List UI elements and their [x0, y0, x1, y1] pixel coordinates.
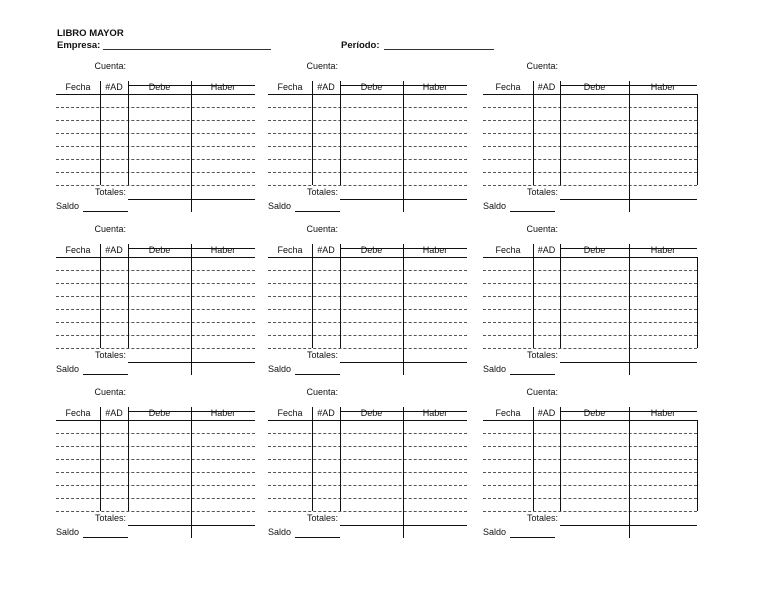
ledger-header-row: [56, 244, 255, 258]
totales-divider: [403, 348, 404, 375]
column-header: Haber: [210, 245, 236, 255]
column-header: #AD: [317, 245, 335, 255]
entry-row-line[interactable]: [56, 472, 255, 473]
ledger-account-1: [56, 61, 255, 216]
ledger-header-row: [483, 244, 697, 258]
entry-row-line: [268, 185, 467, 186]
cuenta-label: Cuenta:: [94, 224, 126, 234]
column-header: Debe: [583, 245, 606, 255]
totales-label: Totales:: [94, 187, 126, 197]
column-divider: [312, 407, 313, 511]
entry-row-line[interactable]: [56, 120, 255, 121]
column-header: Debe: [583, 408, 606, 418]
totales-label: Totales:: [94, 513, 126, 523]
saldo-field[interactable]: [295, 537, 340, 538]
column-divider: [403, 407, 404, 511]
column-header: #AD: [105, 245, 123, 255]
entry-row-line[interactable]: [56, 459, 255, 460]
entry-row-line[interactable]: [483, 283, 697, 284]
column-divider: [629, 244, 630, 348]
entry-row-line[interactable]: [268, 446, 467, 447]
entry-row-line[interactable]: [268, 472, 467, 473]
entry-row-line: [56, 348, 255, 349]
entry-row-line: [483, 348, 697, 349]
column-header: Haber: [650, 245, 676, 255]
saldo-row: [268, 364, 291, 374]
entry-row-line[interactable]: [56, 133, 255, 134]
totales-divider: [191, 511, 192, 538]
totales-label: Totales:: [526, 513, 558, 523]
column-header: #AD: [537, 82, 556, 92]
column-divider: [191, 407, 192, 511]
totales-divider: [403, 185, 404, 212]
column-header: #AD: [105, 408, 123, 418]
column-divider: [533, 81, 534, 185]
column-divider: [128, 81, 129, 185]
column-divider: [340, 244, 341, 348]
saldo-row: [483, 527, 506, 537]
entry-row-line: [483, 511, 697, 512]
entry-row-line[interactable]: [268, 172, 467, 173]
saldo-label: Saldo: [56, 527, 80, 537]
entry-row-line[interactable]: [268, 309, 467, 310]
saldo-field[interactable]: [295, 211, 340, 212]
entry-row-line[interactable]: [483, 120, 697, 121]
periodo-field[interactable]: [384, 40, 494, 50]
totales-label: Totales:: [94, 350, 126, 360]
entry-row-line[interactable]: [268, 270, 467, 271]
entry-row-line: [56, 511, 255, 512]
column-header: Haber: [650, 82, 676, 92]
column-header: Fecha: [65, 245, 91, 255]
entry-row-line[interactable]: [483, 133, 697, 134]
ledger-account-5: [268, 224, 467, 379]
column-divider: [128, 407, 129, 511]
cuenta-label: Cuenta:: [526, 224, 558, 234]
column-divider: [128, 244, 129, 348]
column-header: Debe: [148, 408, 171, 418]
entry-row-line[interactable]: [56, 270, 255, 271]
ledger-header-row: [268, 81, 467, 95]
saldo-label: Saldo: [268, 527, 292, 537]
column-header: Haber: [422, 245, 448, 255]
column-divider: [629, 81, 630, 185]
entry-row-line[interactable]: [268, 133, 467, 134]
entry-row-line[interactable]: [483, 296, 697, 297]
saldo-row: [56, 364, 79, 374]
entry-row-line[interactable]: [268, 485, 467, 486]
entry-row-line[interactable]: [268, 296, 467, 297]
column-header: Fecha: [277, 82, 303, 92]
saldo-field[interactable]: [510, 211, 555, 212]
column-divider: [697, 257, 698, 348]
column-divider: [312, 244, 313, 348]
column-header: Debe: [148, 82, 171, 92]
saldo-label: Saldo: [268, 201, 292, 211]
column-header: Fecha: [495, 408, 521, 418]
cuenta-label: Cuenta:: [94, 387, 126, 397]
totales-divider: [629, 511, 630, 538]
entry-row-line[interactable]: [483, 146, 697, 147]
entry-row-line[interactable]: [268, 459, 467, 460]
ledger-header-row: [56, 407, 255, 421]
column-header: Debe: [360, 245, 383, 255]
column-header: Haber: [210, 408, 236, 418]
cuenta-label: Cuenta:: [94, 61, 126, 71]
saldo-label: Saldo: [483, 527, 507, 537]
totales-label: Totales:: [306, 513, 338, 523]
column-divider: [340, 81, 341, 185]
column-divider: [340, 407, 341, 511]
entry-row-line[interactable]: [268, 146, 467, 147]
entry-row-line[interactable]: [483, 309, 697, 310]
column-divider: [191, 81, 192, 185]
saldo-field[interactable]: [510, 537, 555, 538]
column-header: #AD: [537, 245, 556, 255]
column-header: Haber: [422, 82, 448, 92]
cuenta-label: Cuenta:: [306, 61, 338, 71]
entry-row-line[interactable]: [268, 433, 467, 434]
ledger-account-7: [56, 387, 255, 542]
entry-row-line[interactable]: [483, 322, 697, 323]
column-header: Fecha: [277, 245, 303, 255]
column-header: #AD: [317, 408, 335, 418]
saldo-row: [268, 201, 291, 211]
page-title: LIBRO MAYOR: [57, 28, 124, 39]
column-header: Haber: [650, 408, 676, 418]
column-divider: [697, 94, 698, 185]
ledger-header-row: [268, 244, 467, 258]
saldo-label: Saldo: [483, 364, 507, 374]
totales-divider: [191, 348, 192, 375]
cuenta-label: Cuenta:: [526, 387, 558, 397]
column-divider: [312, 81, 313, 185]
ledger-account-9: [483, 387, 697, 542]
totales-divider: [191, 185, 192, 212]
saldo-label: Saldo: [483, 201, 507, 211]
saldo-field[interactable]: [83, 537, 128, 538]
entry-row-line[interactable]: [268, 283, 467, 284]
entry-row-line[interactable]: [56, 446, 255, 447]
entry-row-line[interactable]: [483, 485, 697, 486]
column-header: Debe: [148, 245, 171, 255]
entry-row-line[interactable]: [483, 446, 697, 447]
ledger-account-3: [483, 61, 697, 216]
column-divider: [403, 81, 404, 185]
column-divider: [403, 244, 404, 348]
column-header: #AD: [105, 82, 123, 92]
totales-divider: [629, 185, 630, 212]
entry-row-line[interactable]: [268, 322, 467, 323]
saldo-field[interactable]: [83, 211, 128, 212]
entry-row-line[interactable]: [268, 120, 467, 121]
saldo-label: Saldo: [56, 364, 80, 374]
saldo-field[interactable]: [510, 374, 555, 375]
entry-row-line[interactable]: [56, 172, 255, 173]
column-header: Fecha: [65, 408, 91, 418]
ledger-header-row: [483, 81, 697, 95]
totales-divider: [403, 511, 404, 538]
totales-label: Totales:: [306, 187, 338, 197]
ledger-header-row: [56, 81, 255, 95]
totales-label: Totales:: [526, 350, 558, 360]
entry-row-line[interactable]: [483, 498, 697, 499]
entry-row-line[interactable]: [483, 459, 697, 460]
entry-row-line: [268, 511, 467, 512]
column-header: Debe: [360, 408, 383, 418]
column-header: #AD: [317, 82, 335, 92]
column-header: Debe: [360, 82, 383, 92]
column-divider: [100, 81, 101, 185]
column-header: Fecha: [65, 82, 91, 92]
totales-divider: [629, 348, 630, 375]
column-divider: [100, 407, 101, 511]
entry-row-line[interactable]: [268, 159, 467, 160]
saldo-row: [56, 527, 79, 537]
saldo-row: [268, 527, 291, 537]
saldo-row: [483, 201, 506, 211]
saldo-label: Saldo: [268, 364, 292, 374]
column-divider: [100, 244, 101, 348]
entry-row-line[interactable]: [56, 433, 255, 434]
column-header: Fecha: [495, 245, 521, 255]
entry-row-line: [268, 348, 467, 349]
entry-row-line[interactable]: [483, 172, 697, 173]
column-header: Debe: [583, 82, 606, 92]
ledger-account-4: [56, 224, 255, 379]
cuenta-label: Cuenta:: [306, 387, 338, 397]
ledger-account-6: [483, 224, 697, 379]
totales-label: Totales:: [306, 350, 338, 360]
entry-row-line[interactable]: [56, 283, 255, 284]
entry-row-line[interactable]: [56, 296, 255, 297]
entry-row-line[interactable]: [268, 107, 467, 108]
saldo-field[interactable]: [83, 374, 128, 375]
entry-row-line[interactable]: [268, 498, 467, 499]
ledger-account-2: [268, 61, 467, 216]
entry-row-line[interactable]: [483, 472, 697, 473]
column-divider: [560, 407, 561, 511]
entry-row-line: [56, 185, 255, 186]
empresa-label: Empresa:: [57, 40, 101, 51]
saldo-row: [56, 201, 79, 211]
entry-row-line[interactable]: [56, 485, 255, 486]
entry-row-line[interactable]: [56, 309, 255, 310]
entry-row-line[interactable]: [268, 335, 467, 336]
totales-label: Totales:: [526, 187, 558, 197]
saldo-field[interactable]: [295, 374, 340, 375]
saldo-label: Saldo: [56, 201, 80, 211]
entry-row-line[interactable]: [56, 107, 255, 108]
saldo-row: [483, 364, 506, 374]
column-divider: [560, 244, 561, 348]
ledger-account-8: [268, 387, 467, 542]
periodo-label: Período:: [341, 40, 380, 51]
entry-row-line[interactable]: [483, 335, 697, 336]
column-divider: [560, 81, 561, 185]
empresa-field[interactable]: [103, 40, 271, 50]
entry-row-line[interactable]: [483, 107, 697, 108]
column-divider: [697, 420, 698, 511]
ledger-header-row: [483, 407, 697, 421]
column-divider: [533, 244, 534, 348]
entry-row-line[interactable]: [483, 159, 697, 160]
ledger-header-row: [268, 407, 467, 421]
entry-row-line[interactable]: [56, 146, 255, 147]
column-header: Fecha: [495, 82, 521, 92]
entry-row-line: [483, 185, 697, 186]
entry-row-line[interactable]: [56, 159, 255, 160]
cuenta-label: Cuenta:: [526, 61, 558, 71]
column-divider: [629, 407, 630, 511]
column-divider: [191, 244, 192, 348]
column-divider: [533, 407, 534, 511]
entry-row-line[interactable]: [56, 335, 255, 336]
entry-row-line[interactable]: [483, 433, 697, 434]
entry-row-line[interactable]: [483, 270, 697, 271]
cuenta-label: Cuenta:: [306, 224, 338, 234]
column-header: Haber: [210, 82, 236, 92]
entry-row-line[interactable]: [56, 322, 255, 323]
entry-row-line[interactable]: [56, 498, 255, 499]
column-header: Haber: [422, 408, 448, 418]
column-header: #AD: [537, 408, 556, 418]
column-header: Fecha: [277, 408, 303, 418]
